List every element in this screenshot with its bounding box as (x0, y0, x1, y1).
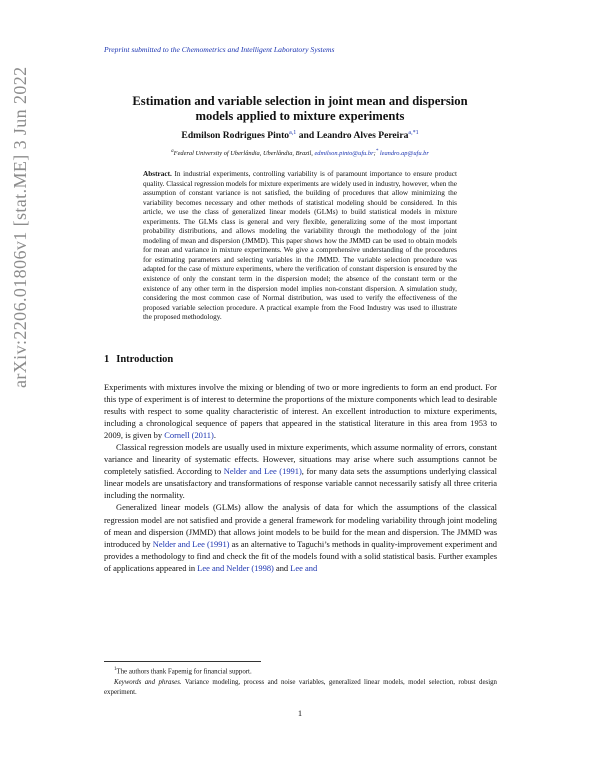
p3-text-a: Generalized linear models (GLMs) allow the analysis of data for which the assumptions of the classical regression model are not satisfied and provide a general framework for modeling variability through joint modeling of mean and dispersion (JMMD) that allows joint models to be build for the mean and dispersion. The JMMD was introduced by (104, 502, 497, 549)
p1-text: Experiments with mixtures involve the mixing or blending of two or more ingredients to form an end product. For this type of experiment is of interest to determine the proportions of the mixture components which lead to desirable results with respect to some quality characteristic of interest. An excellent introduction to mixture experiments, including a chronological sequence of papers that appeared in the statistical literature in this area from 1953 to 2009, is given by (104, 382, 497, 441)
keywords-label: Keywords and phrases. (114, 678, 182, 686)
section-heading (104, 354, 173, 365)
preprint-header: Preprint submitted to the Chemometrics and Intelligent Laboratory Systems (104, 45, 335, 54)
abstract (143, 170, 457, 323)
body-text (104, 381, 497, 574)
p3-text-c: and (275, 562, 289, 573)
footnotes (104, 665, 497, 698)
abstract-text: In industrial experiments, controlling variability is of paramount importance to ensure product quality. Classical regression models for mixture experiments are widely used in industry, however, when the assumption of constant variance is not satisfied, the building of procedures that allow minimizing the variability becomes necessary and other methods of statistical modeling should be considered. In this article, we use the class of generalized linear models (GLMs) to build statistical models in mixture experiments. The GLMs class is general and very flexible, generalizing some of the most important probability distributions, and allows modeling the variability through the methodology of the joint modeling of mean and dispersion (JMMD). This paper shows how the JMMD can be used to obtain models for mean and variance in mixture experiments. We give a comprehensive understanding of the procedures for estimating parameters and selecting variables in the JMMD. The variable selection procedure was adapted for the case of mixture experiments, where the verification of constant dispersion is ensured by the existence of only the constant term in the dispersion model; the absence of the constant term or the existence of any other term in the dispersion model implies non-constant dispersion. A simulation study, considering the most common case of Normal distribution, was used to verify the effectiveness of the proposed variable selection procedure. A practical example from the Food Industry was used to illustrate the proposed methodology. (143, 170, 458, 322)
author-2: Leandro Alves Pereira (316, 130, 409, 142)
paragraph-2 (104, 441, 497, 501)
footnote-1 (104, 665, 497, 678)
footnote-1-text: The authors thank Fapemig for financial support. (116, 668, 252, 676)
author-1-affil-link[interactable]: a,1 (289, 130, 297, 136)
author-list (90, 130, 510, 141)
title-line-2: models applied to mixture experiments (195, 109, 405, 123)
footnote-divider (104, 661, 261, 662)
citation-link[interactable]: Lee and (290, 562, 318, 573)
arxiv-stamp: arXiv:2206.01806v1 [stat.ME] 3 Jun 2022 (10, 66, 30, 388)
keywords-text: Variance modeling, process and noise variables, generalized linear models, model selection, robust design experiment. (104, 678, 497, 696)
section-number: 1 (104, 354, 110, 365)
keywords (104, 678, 497, 699)
paragraph-3 (104, 501, 497, 573)
citation-link[interactable]: Cornell (2011) (164, 430, 214, 441)
citation-link[interactable]: Nelder and Lee (1991) (152, 538, 230, 549)
page-number: 1 (297, 708, 303, 718)
affiliation-text: Federal University of Uberlândia, Uberlândia, Brazil, (173, 150, 313, 158)
citation-link[interactable]: Lee and Nelder (1998) (197, 562, 274, 573)
paper-title (90, 94, 510, 124)
author-1: Edmilson Rodrigues Pinto (181, 130, 290, 142)
email-marker: * (375, 149, 379, 154)
affil-marker: a (171, 149, 174, 154)
paragraph-1 (104, 381, 497, 441)
title-line-1: Estimation and variable selection in joint mean and dispersion (132, 94, 468, 108)
citation-link[interactable]: Nelder and Lee (1991) (223, 466, 302, 477)
footnote-marker: 1 (114, 667, 117, 672)
p2-text-b: , for many data sets the assumptions underlying classical linear models are unsatisfactory and transformations of response variable cannot necessarily satisfy all three criteria including the normality. (104, 466, 498, 501)
section-title: Introduction (116, 354, 174, 365)
author-2-affil-link[interactable]: a,*1 (408, 130, 419, 136)
email-link-2[interactable]: leandro.ap@ufu.br (379, 150, 429, 158)
p1-end: . (213, 430, 216, 441)
email-link-1[interactable]: edmilson.pinto@ufu.br (314, 150, 374, 158)
authors-conjunction: and (298, 130, 315, 142)
p3-text-b: as an alternative to Taguchi’s methods in quality-improvement experiment and provides a methodology to find and check the fit of the models found with a solid statistical basis. Further examples of applications appeared in (104, 538, 498, 573)
abstract-label: Abstract. (143, 170, 172, 178)
p2-text-a: Classical regression models are usually used in mixture experiments, which assume normality of errors, constant variance and linearity of systematic effects. However, situations may arise where such assumptions cannot be completely satisfied. According to (104, 442, 497, 477)
affiliation: $^a$Federal University of Uberlândia, Uberlândia, Brazil, edmilson.pinto@ufu.br;* leandro.ap@ufu.br (171, 149, 429, 158)
